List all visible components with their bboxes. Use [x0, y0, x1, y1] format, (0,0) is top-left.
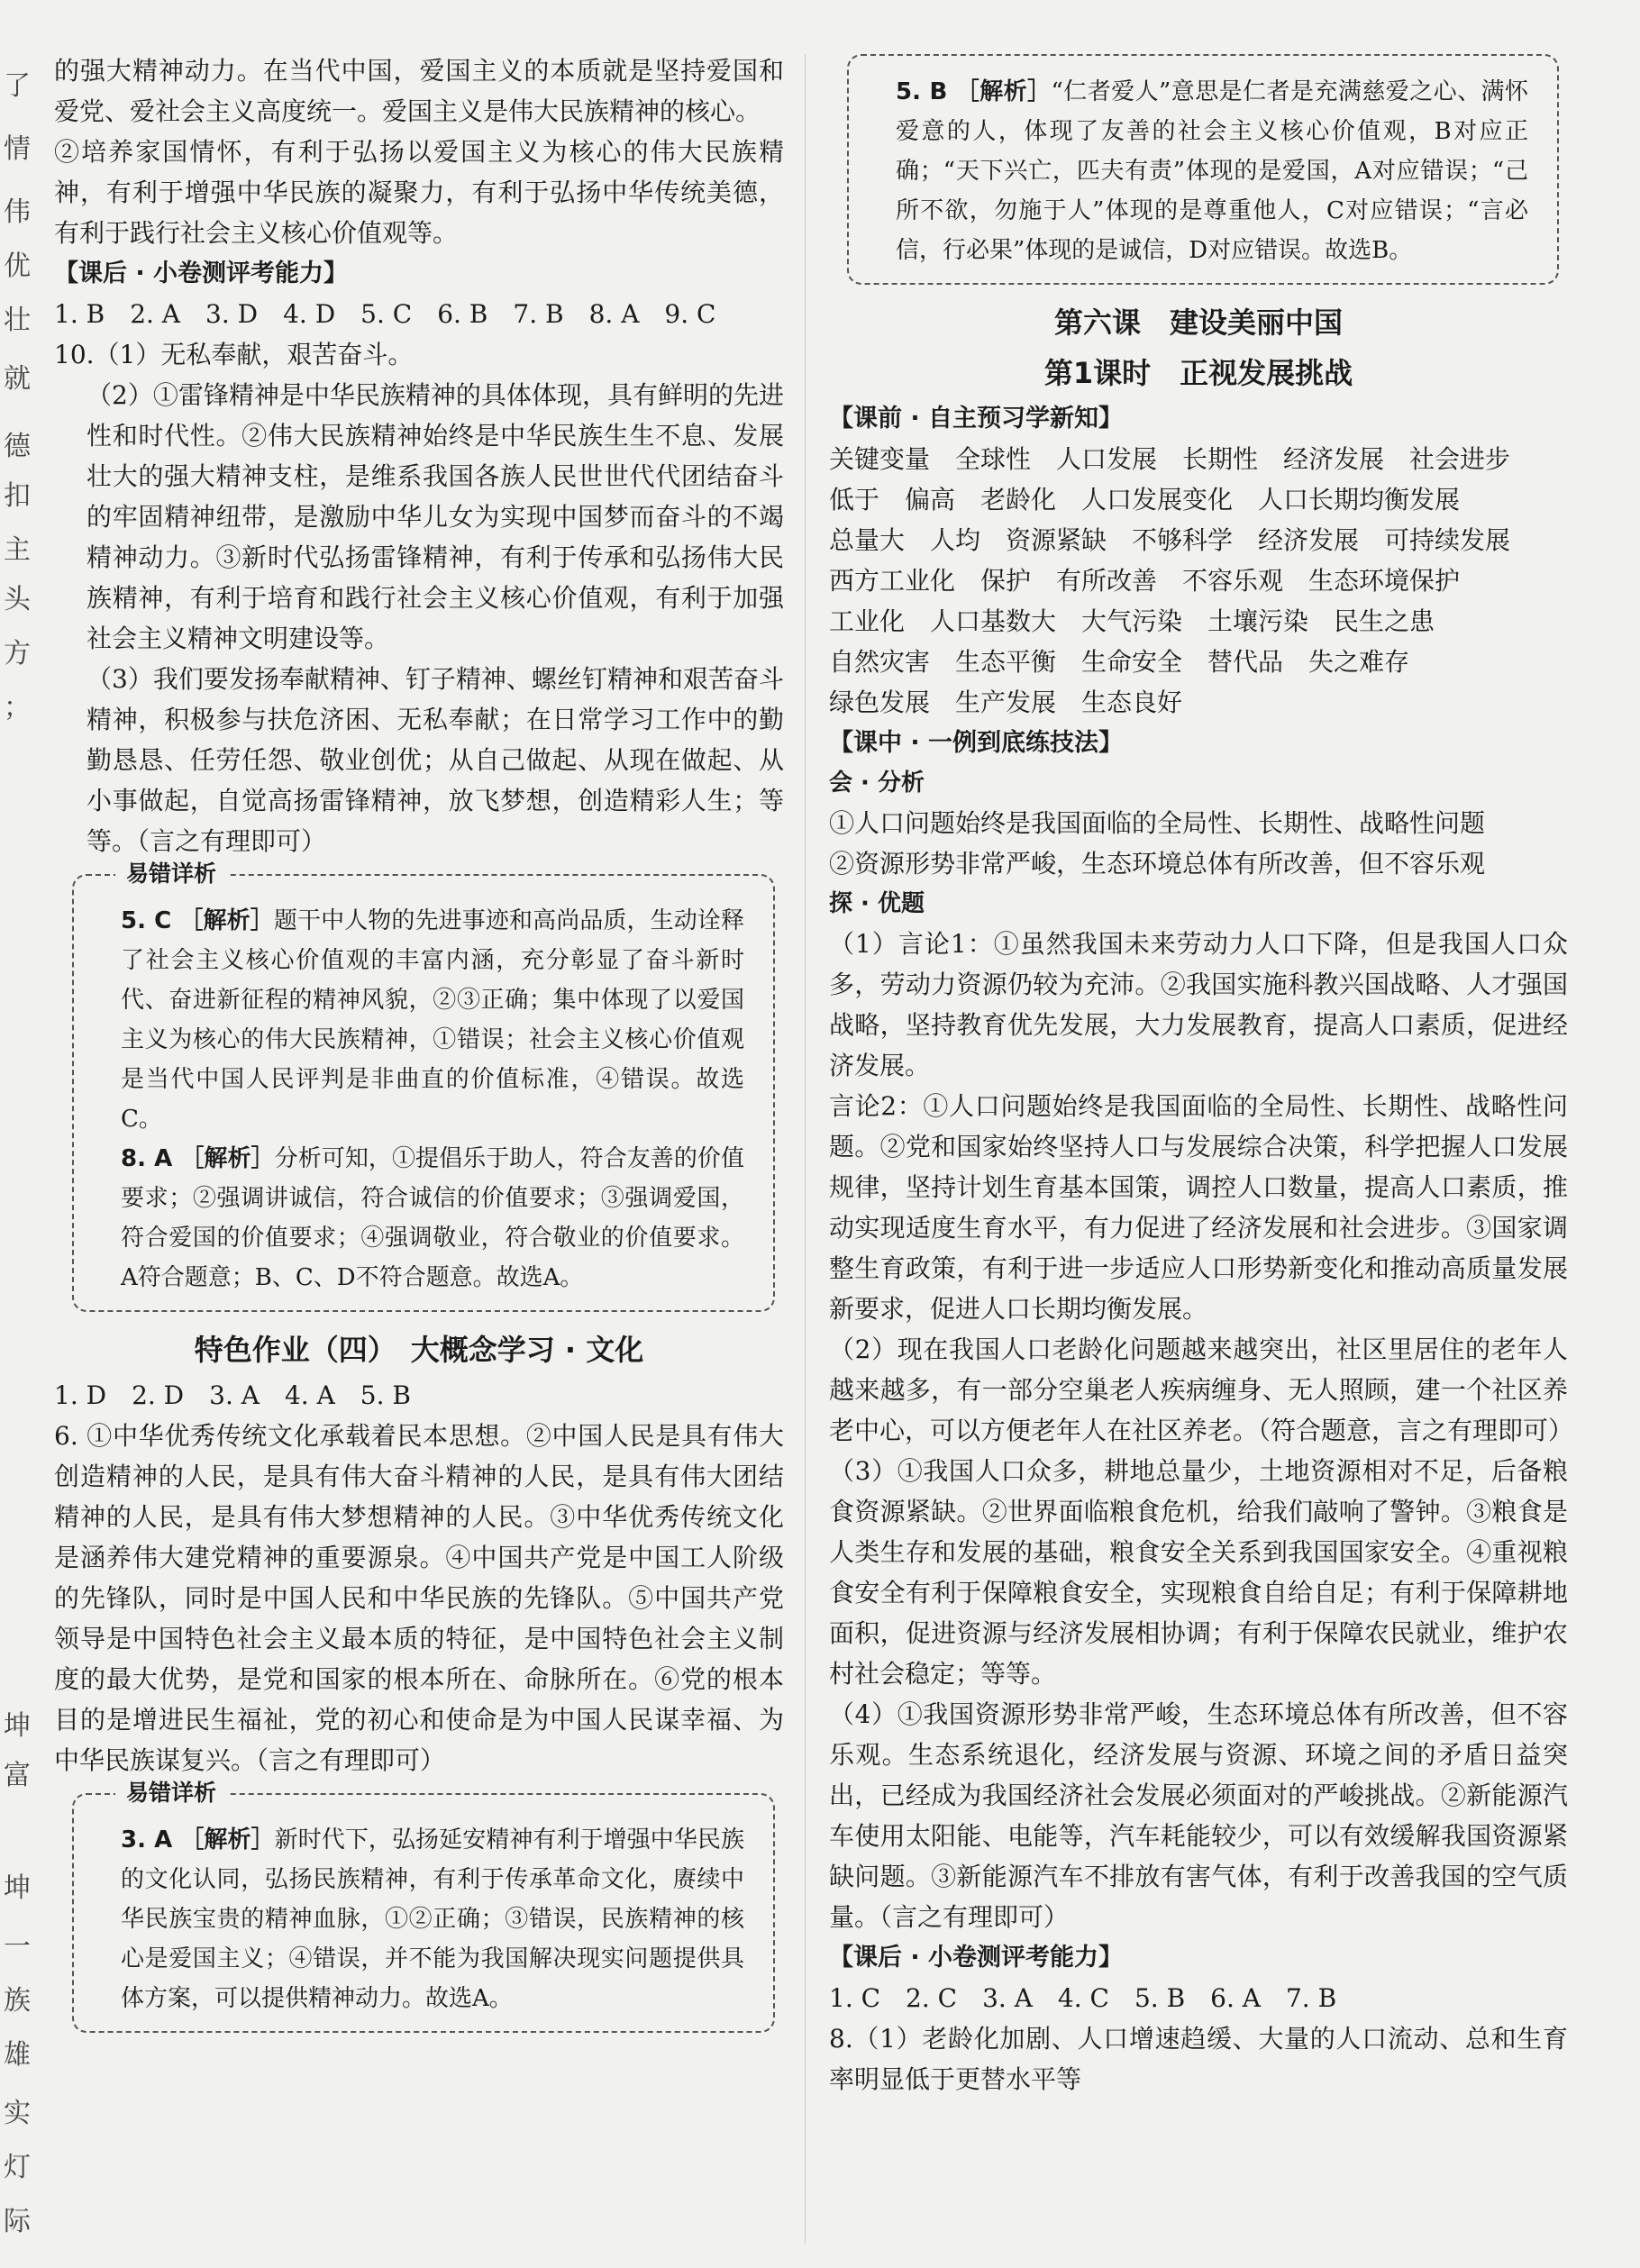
- explanation-item: [121, 1820, 744, 2018]
- edge-char: 优: [4, 250, 31, 282]
- analysis-point: ②资源形势非常严峻，生态环境总体有所改善，但不容乐观: [829, 849, 1486, 879]
- edge-char: 坤: [4, 1872, 31, 1904]
- error-analysis-box: [72, 861, 775, 1312]
- q10-part2: （2）①雷锋精神是中华民族精神的具体体现，具有鲜明的先进性和时代性。②伟大民族精神始终是中华民族生生不息、发展壮大的强大精神支柱，是维系我国各族人民世世代代团结奋斗的牢固精神纽带，是激励中华儿女为实现中国梦而奋斗的不竭精神动力。③新时代弘扬雷锋精神，有利于传承和弘扬伟大民族精神，有利于培育和践行社会主义核心价值观，有利于加强社会主义精神文明建设等。: [87, 380, 784, 653]
- explore-answer: 言论2：①人口问题始终是我国面临的全局性、长期性、战略性问题。②党和国家始终坚持人口与发展综合决策，科学把握人口发展规律，坚持计划生育基本国策，调控人口数量，提高人口素质，推动实现适度生育水平，有力促进了经济发展和社会进步。③国家调整生育政策，有利于进一步适应人口形势新变化和推动高质量发展新要求，促进人口长期均衡发展。: [829, 1091, 1568, 1324]
- section-header-after-class: 【课后 · 小卷测评考能力】: [829, 1944, 1124, 1972]
- explanation-tag: 8. A ［解析］: [121, 1145, 275, 1172]
- edge-char: 扣: [4, 480, 31, 512]
- terms-line: 自然灾害 生态平衡 生命安全 替代品 失之难存: [829, 647, 1410, 677]
- edge-char: 雄: [4, 2039, 31, 2071]
- intro-paragraph-1: 的强大精神动力。在当代中国，爱国主义的本质就是坚持爱国和爱党、爱社会主义高度统一。爱国主义是伟大民族精神的核心。: [54, 56, 784, 126]
- edge-char: 一: [4, 1931, 31, 1963]
- answer-key-line: 1. D 2. D 3. A 4. A 5. B: [54, 1380, 411, 1410]
- explanation-tag: 5. C ［解析］: [121, 907, 274, 934]
- box-title: 易错详析: [115, 1777, 227, 1809]
- section-title-special-homework: 特色作业（四） 大概念学习 · 文化: [194, 1333, 644, 1367]
- section-header-after-class: 【课后 · 小卷测评考能力】: [54, 260, 349, 287]
- edge-char: 壮: [4, 305, 31, 336]
- terms-line: 关键变量 全球性 人口发展 长期性 经济发展 社会进步: [829, 444, 1511, 474]
- explore-answer: （1）言论1：①虽然我国未来劳动力人口下降，但是我国人口众多，劳动力资源仍较为充沛。②我国实施科教兴国战略、人才强国战略，坚持教育优先发展，大力发展教育，提高人口素质，促进经济发展。: [829, 929, 1568, 1080]
- edge-char: 就: [4, 363, 31, 395]
- terms-line: 总量大 人均 资源紧缺 不够科学 经济发展 可持续发展: [829, 525, 1511, 555]
- edge-char: 了: [4, 70, 31, 102]
- intro-paragraph-2: ②培养家国情怀，有利于弘扬以爱国主义为核心的伟大民族精神，有利于增强中华民族的凝聚力，有利于弘扬中华传统美德，有利于践行社会主义核心价值观等。: [54, 137, 784, 248]
- right-column: [829, 50, 1574, 2099]
- explanation-tag: 3. A ［解析］: [121, 1826, 275, 1854]
- edge-char: 头: [4, 584, 31, 615]
- error-analysis-box: [72, 1780, 775, 2033]
- edge-char: 主: [4, 534, 31, 566]
- explanation-text: “仁者爱人”意思是仁者是充满慈爱之心、满怀爱意的人，体现了友善的社会主义核心价值观，B对应正确；“天下兴亡，匹夫有责”体现的是爱国，A对应错误；“己所不欲，勿施于人”体现的是尊重他人，C对应错误；“言必信，行必果”体现的是诚信，D对应错误。故选B。: [896, 78, 1528, 264]
- edge-char: 族: [4, 1985, 31, 2017]
- section-header-before-class: 【课前 · 自主预习学新知】: [829, 405, 1124, 433]
- edge-char: ；: [4, 692, 31, 724]
- edge-char: 方: [4, 638, 31, 669]
- explore-answer: （2）现在我国人口老龄化问题越来越突出，社区里居住的老年人越来越多，有一部分空巢老人疾病缠身、无人照顾，建一个社区养老中心，可以方便老年人在社区养老。（符合题意，言之有理即可）: [829, 1334, 1574, 1445]
- q8-answer: 8.（1）老龄化加剧、人口增速趋缓、大量的人口流动、总和生育率明显低于更替水平等: [829, 2024, 1568, 2094]
- explanation-item: [121, 1139, 744, 1298]
- explanation-text: 新时代下，弘扬延安精神有利于增强中华民族的文化认同，弘扬民族精神，有利于传承革命文化，赓续中华民族宝贵的精神血脉，①②正确；③错误，民族精神的核心是爱国主义；④错误，并不能为我国解决现实问题提供具体方案，可以提供精神动力。故选A。: [121, 1826, 744, 2012]
- lesson-title: 第六课 建设美丽中国: [1053, 305, 1343, 340]
- q10-part1: 10.（1）无私奉献，艰苦奋斗。: [54, 340, 414, 369]
- edge-char: 伟: [4, 196, 31, 228]
- edge-char: 情: [4, 133, 31, 165]
- explanation-text: 题干中人物的先进事迹和高尚品质，生动诠释了社会主义核心价值观的丰富内涵，充分彰显了奋斗新时代、奋进新征程的精神风貌，②③正确；集中体现了以爱国主义为核心的伟大民族精神，①错误；社会主义核心价值观是当代中国人民评判是非曲直的价值标准，④错误。故选C。: [121, 907, 744, 1133]
- edge-char: 德: [4, 431, 31, 462]
- left-column: [54, 50, 784, 2045]
- edge-char: 灯: [4, 2152, 31, 2183]
- subheader-explore: 探 · 优题: [829, 890, 925, 917]
- lesson-subtitle: 第1课时 正视发展挑战: [1043, 356, 1353, 390]
- adjacent-page-edge: [0, 0, 31, 2268]
- explanation-item: [121, 901, 744, 1139]
- explore-answer: （3）①我国人口众多，耕地总量少，土地资源相对不足，后备粮食资源紧缺。②世界面临粮食危机，给我们敲响了警钟。③粮食是人类生存和发展的基础，粮食安全关系到我国国家安全。④重视粮食安全有利于保障粮食安全，实现粮食自给自足；有利于保障耕地面积，促进资源与经济发展相协调；有利于保障农民就业，维护农村社会稳定；等等。: [829, 1456, 1568, 1689]
- terms-line: 绿色发展 生产发展 生态良好: [829, 688, 1183, 717]
- edge-char: 坤: [4, 1710, 31, 1742]
- q10-part3: （3）我们要发扬奉献精神、钉子精神、螺丝钉精神和艰苦奋斗精神，积极参与扶危济困、无私奉献；在日常学习工作中的勤勤恳恳、任劳任怨、敬业创优；从自己做起、从现在做起、从小事做起，自觉高扬雷锋精神，放飞梦想，创造精彩人生；等等。（言之有理即可）: [87, 664, 784, 856]
- explanation-text: 分析可知，①提倡乐于助人，符合友善的价值要求；②强调讲诚信，符合诚信的价值要求；③强调爱国，符合爱国的价值要求；④强调敬业，符合敬业的价值要求。A符合题意；B、C、D不符合题意。故选A。: [121, 1145, 744, 1291]
- terms-line: 工业化 人口基数大 大气污染 土壤污染 民生之患: [829, 606, 1435, 636]
- preview-terms: [829, 439, 1568, 723]
- analysis-point: ①人口问题始终是我国面临的全局性、长期性、战略性问题: [829, 808, 1486, 838]
- explanation-item: [896, 72, 1528, 270]
- answer-key-line: 1. C 2. C 3. A 4. C 5. B 6. A 7. B: [829, 1983, 1337, 2013]
- column-divider: [805, 54, 806, 2244]
- terms-line: 低于 偏高 老龄化 人口发展变化 人口长期均衡发展: [829, 485, 1461, 515]
- subheader-analysis: 会 · 分析: [829, 770, 925, 797]
- edge-char: 富: [4, 1760, 31, 1791]
- explore-answer: （4）①我国资源形势非常严峻，生态环境总体有所改善，但不容乐观。生态系统退化，经济发展与资源、环境之间的矛盾日益突出，已经成为我国经济社会发展必须面对的严峻挑战。②新能源汽车使用太阳能、电能等，汽车耗能较少，可以有效缓解我国资源紧缺问题。③新能源汽车不排放有害气体，有利于改善我国的空气质量。（言之有理即可）: [829, 1699, 1568, 1932]
- section-header-in-class: 【课中 · 一例到底练技法】: [829, 729, 1124, 757]
- error-analysis-box-continued: [847, 54, 1559, 285]
- edge-char: 际: [4, 2206, 31, 2237]
- terms-line: 西方工业化 保护 有所改善 不容乐观 生态环境保护: [829, 566, 1461, 596]
- edge-char: 实: [4, 2098, 31, 2129]
- box-title: 易错详析: [115, 858, 227, 890]
- q6-answer: 6. ①中华优秀传统文化承载着民本思想。②中国人民是具有伟大创造精神的人民，是具有伟大奋斗精神的人民，是具有伟大团结精神的人民，是具有伟大梦想精神的人民。③中华优秀传统文化是涵养伟大建党精神的重要源泉。④中国共产党是中国工人阶级的先锋队，同时是中国人民和中华民族的先锋队。⑤中国共产党领导是中国特色社会主义最本质的特征，是中国特色社会主义制度的最大优势，是党和国家的根本所在、命脉所在。⑥党的根本目的是增进民生福祉，党的初心和使命是为中国人民谋幸福、为中华民族谋复兴。（言之有理即可）: [54, 1421, 784, 1775]
- answer-key-line: 1. B 2. A 3. D 4. D 5. C 6. B 7. B 8. A 9. C: [54, 299, 716, 329]
- explanation-tag: 5. B ［解析］: [896, 78, 1052, 105]
